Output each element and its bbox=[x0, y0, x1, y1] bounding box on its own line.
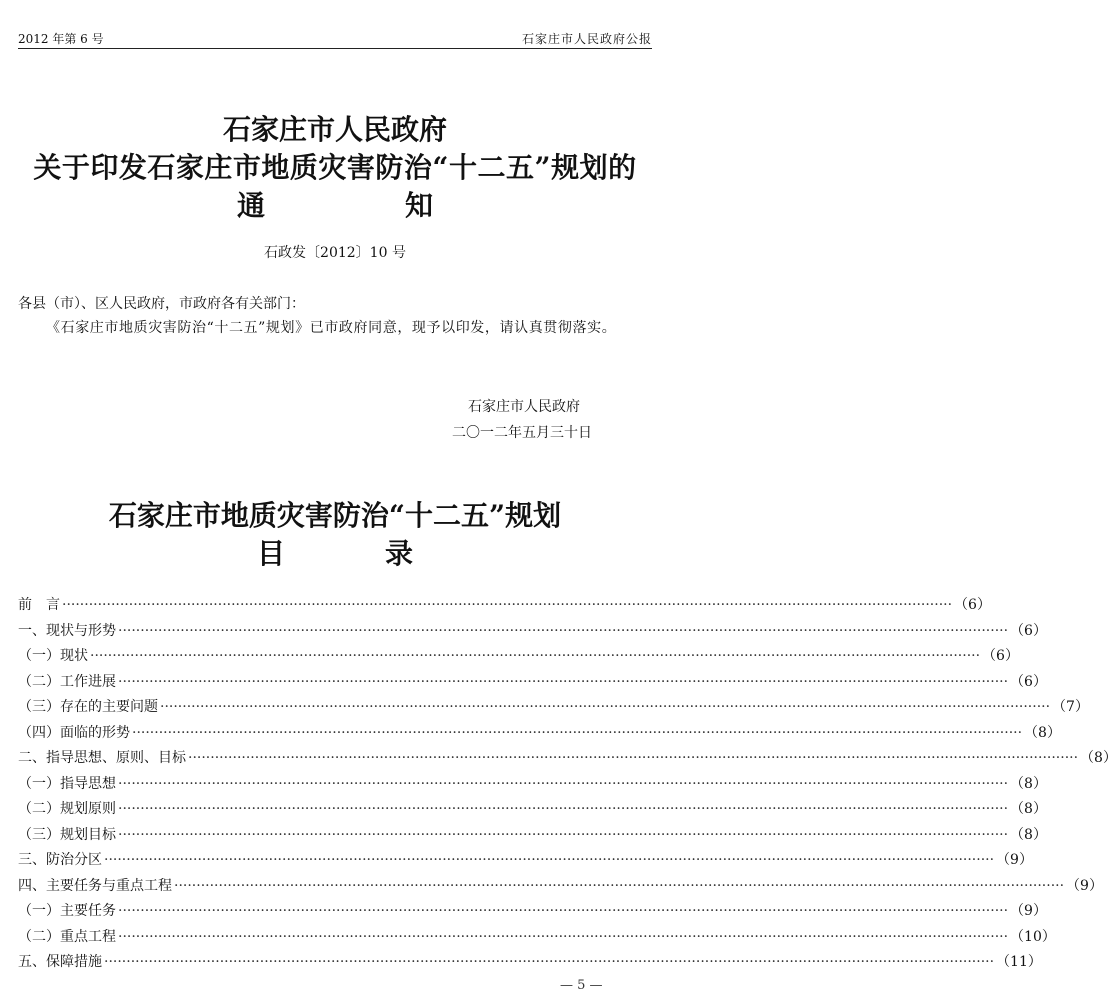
notice-title-char-a: 通 bbox=[236, 189, 265, 222]
toc-entry-label: （一）指导思想 bbox=[18, 775, 116, 792]
issue-number: 2012 年第 6 号 bbox=[18, 32, 104, 46]
toc-entry-page: （8） bbox=[1010, 826, 1047, 843]
notice-title-line-3 bbox=[0, 188, 670, 224]
leader-dots: ········································································································································································································ bbox=[62, 597, 953, 613]
publication-name: 石家庄市人民政府公报 bbox=[521, 32, 652, 46]
leader-dots: ········································································································································································································ bbox=[132, 724, 1023, 741]
toc-entry[interactable] bbox=[18, 773, 1047, 799]
toc-entry[interactable] bbox=[18, 824, 1047, 850]
plan-title: 石家庄市地质灾害防治“十二五”规划 bbox=[108, 499, 562, 532]
toc-entry-page: （7） bbox=[1052, 699, 1089, 715]
toc-entry-label: 四、主要任务与重点工程 bbox=[18, 877, 172, 894]
document-number: 石政发〔2012〕10 号 bbox=[264, 245, 406, 261]
toc-entry-page: （6） bbox=[982, 648, 1019, 664]
leader-dots: ········································································································································································································ bbox=[174, 877, 1065, 894]
toc-entry[interactable] bbox=[18, 951, 1042, 977]
toc-entry[interactable] bbox=[18, 620, 1047, 646]
leader-dots: ········································································································································································································ bbox=[104, 954, 995, 970]
notice-title-line-2: 关于印发石家庄市地质灾害防治“十二五”规划的 bbox=[33, 151, 637, 184]
toc-entry-page: （11） bbox=[996, 954, 1042, 970]
toc-entry-label: （二）规划原则 bbox=[18, 801, 116, 817]
toc-entry[interactable] bbox=[18, 722, 1061, 748]
toc-entry[interactable] bbox=[18, 671, 1047, 697]
toc-entry-label: 一、现状与形势 bbox=[18, 622, 116, 639]
toc-entry-label: （三）存在的主要问题 bbox=[18, 699, 158, 715]
toc-entry-label: （三）规划目标 bbox=[18, 826, 116, 843]
toc-heading bbox=[0, 536, 670, 572]
toc-entry-page: （6） bbox=[954, 597, 991, 613]
toc-entry-page: （6） bbox=[1010, 673, 1047, 690]
table-of-contents bbox=[18, 594, 1117, 977]
leader-dots: ········································································································································································································ bbox=[90, 648, 981, 664]
notice-title-line-1: 石家庄市人民政府 bbox=[222, 113, 447, 146]
toc-entry-page: （8） bbox=[1010, 801, 1047, 817]
addressee: 各县（市）、区人民政府，市政府各有关部门： bbox=[18, 296, 305, 312]
issue-date: 二〇一二年五月三十日 bbox=[452, 425, 592, 441]
toc-entry[interactable] bbox=[18, 849, 1033, 875]
toc-heading-char-a: 目 bbox=[256, 537, 285, 570]
toc-entry-label: （二）重点工程 bbox=[18, 928, 116, 945]
toc-entry[interactable] bbox=[18, 594, 991, 620]
leader-dots: ········································································································································································································ bbox=[118, 673, 1009, 690]
toc-entry-label: （一）主要任务 bbox=[18, 903, 116, 919]
toc-entry[interactable] bbox=[18, 926, 1056, 952]
toc-entry-page: （8） bbox=[1080, 750, 1117, 766]
toc-entry[interactable] bbox=[18, 696, 1089, 722]
leader-dots: ········································································································································································································ bbox=[118, 801, 1009, 817]
leader-dots: ········································································································································································································ bbox=[118, 928, 1009, 945]
toc-entry-label: （一）现状 bbox=[18, 648, 88, 664]
toc-entry-page: （10） bbox=[1010, 928, 1056, 945]
leader-dots: ········································································································································································································ bbox=[118, 826, 1009, 843]
toc-entry-page: （9） bbox=[1066, 877, 1103, 894]
notice-body: 《石家庄市地质灾害防治“十二五”规划》已市政府同意，现予以印发，请认真贯彻落实。 bbox=[46, 320, 617, 336]
toc-entry-page: （9） bbox=[996, 852, 1033, 868]
leader-dots: ········································································································································································································ bbox=[104, 852, 995, 868]
signer: 石家庄市人民政府 bbox=[468, 399, 580, 415]
toc-entry-label: 五、保障措施 bbox=[18, 954, 102, 970]
toc-entry-page: （8） bbox=[1024, 724, 1061, 741]
leader-dots: ········································································································································································································ bbox=[160, 699, 1051, 715]
toc-entry-page: （8） bbox=[1010, 775, 1047, 792]
toc-entry-page: （9） bbox=[1010, 903, 1047, 919]
toc-entry-label: 二、指导思想、原则、目标 bbox=[18, 750, 186, 766]
toc-entry-label: （四）面临的形势 bbox=[18, 724, 130, 741]
toc-entry[interactable] bbox=[18, 875, 1103, 901]
toc-entry-page: （6） bbox=[1010, 622, 1047, 639]
page-number: — 5 — bbox=[560, 978, 603, 993]
notice-title-char-b: 知 bbox=[405, 189, 434, 222]
toc-entry[interactable] bbox=[18, 645, 1019, 671]
toc-entry-label: 三、防治分区 bbox=[18, 852, 102, 868]
leader-dots: ········································································································································································································ bbox=[118, 903, 1009, 919]
toc-entry[interactable] bbox=[18, 900, 1047, 926]
toc-entry[interactable] bbox=[18, 747, 1117, 773]
running-header bbox=[18, 28, 652, 49]
toc-entry-label: （二）工作进展 bbox=[18, 673, 116, 690]
leader-dots: ········································································································································································································ bbox=[118, 775, 1009, 792]
toc-heading-char-b: 录 bbox=[385, 537, 414, 570]
toc-entry-label: 前 言 bbox=[18, 597, 60, 613]
toc-entry[interactable] bbox=[18, 798, 1047, 824]
leader-dots: ········································································································································································································ bbox=[188, 750, 1079, 766]
leader-dots: ········································································································································································································ bbox=[118, 622, 1009, 639]
